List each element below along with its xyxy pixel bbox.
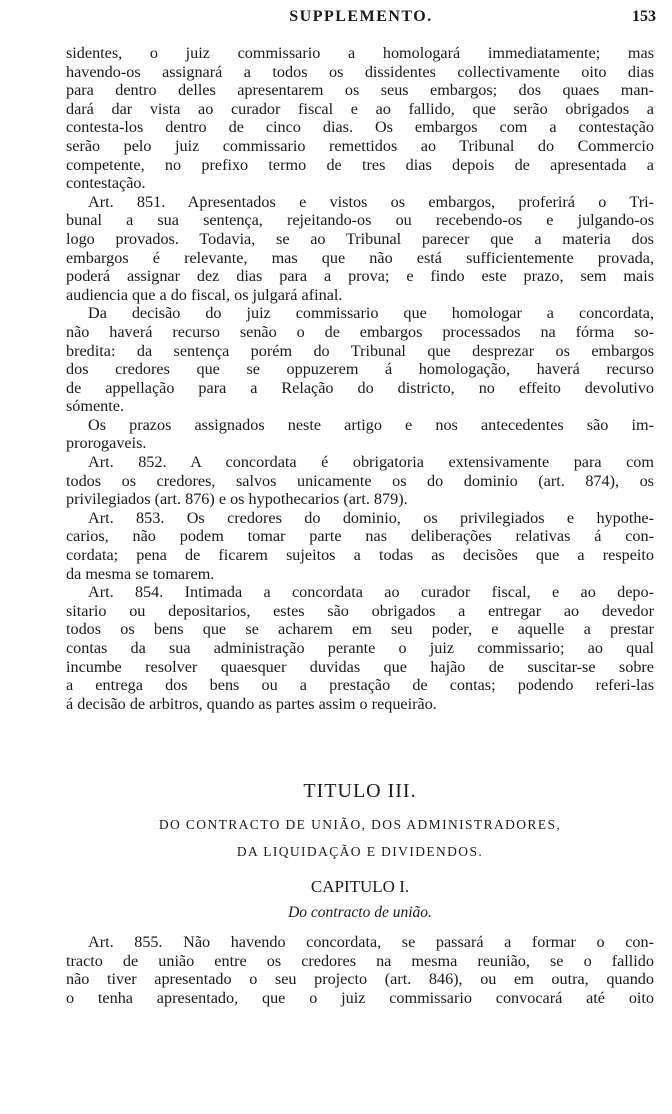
text-line: tracto de união entre os credores na mesma reunião, se o fallido xyxy=(66,951,654,970)
chapter-subtitle: Do contracto de união. xyxy=(288,904,432,921)
text-line: serão pelo juiz commissario remettidos ao Tribunal do Commercio xyxy=(66,136,654,155)
text-line: dos credores que se oppuzerem á homologação, haverá recurso xyxy=(66,360,654,379)
text-line: sómente. xyxy=(66,397,124,416)
text-line: da mesma se tomarem. xyxy=(66,564,215,583)
text-line: contestação. xyxy=(66,174,146,193)
text-line: de appellação para a Relação do districto, no effeito devolutivo xyxy=(66,378,654,397)
text-line: Art. 854. Intimada a concordata ao curador fiscal, e ao depo- xyxy=(88,583,654,602)
text-line: bunal a sua sentença, rejeitando-os ou recebendo-os e julgando-os xyxy=(66,211,654,230)
page-number: 153 xyxy=(632,8,656,25)
text-line: cordata; pena de ficarem sujeitos a todas as decisões que a respeito xyxy=(66,546,654,565)
text-line: a entrega dos bens ou a prestação de contas; podendo referi-las xyxy=(66,676,654,695)
text-line: dará dar vista ao curador fiscal e ao fallido, que serão obrigados a xyxy=(66,99,654,118)
text-line: sitario ou depositarios, estes são obrigados a entregar ao devedor xyxy=(66,601,654,620)
text-line: logo provados. Todavia, se ao Tribunal parecer que a materia dos xyxy=(66,229,654,248)
text-line: Art. 852. A concordata é obrigatoria extensivamente para com xyxy=(88,453,654,472)
text-line: bredita: da sentença porém do Tribunal que desprezar os embargos xyxy=(66,341,654,360)
text-line: Art. 853. Os credores do dominio, os privilegiados e hypothe- xyxy=(88,508,654,527)
text-line: havendo-os assignará a todos os dissidentes collectivamente oito dias xyxy=(66,62,654,81)
text-line: Art. 851. Apresentados e vistos os embargos, proferirá o Tri- xyxy=(88,192,654,211)
text-line: poderá assignar dez dias para a prova; e findo este prazo, sem mais xyxy=(66,267,654,286)
text-line: para dentro delles apresentarem os seus embargos; dos quaes man- xyxy=(66,81,654,100)
text-line: o tenha apresentado, que o juiz commissario convocará até oito xyxy=(66,988,654,1007)
text-line: embargos é relevante, mas que não está sufficientemente provada, xyxy=(66,248,654,267)
text-line: Da decisão do juiz commissario que homologar a concordata, xyxy=(88,304,654,323)
text-line: privilegiados (art. 876) e os hypothecarios (art. 879). xyxy=(66,490,408,509)
running-title: SUPPLEMENTO. xyxy=(289,8,433,25)
text-line: audiencia que a do fiscal, os julgará afinal. xyxy=(66,285,343,304)
text-line: não tiver apresentado o seu projecto (art. 846), ou em outra, quando xyxy=(66,970,654,989)
page-header xyxy=(66,8,656,36)
text-line: todos os bens que se acharem em seu poder, e aquelle a prestar xyxy=(66,620,654,639)
title-subheading-line-1: DO CONTRACTO DE UNIÃO, DOS ADMINISTRADORES, xyxy=(158,817,562,832)
text-line: competente, no prefixo termo de tres dias depois de apresentada a xyxy=(66,155,654,174)
text-line: carios, não podem tomar parte nas deliberações relativas á con- xyxy=(66,527,654,546)
body-text-upper xyxy=(66,44,654,713)
title-heading: TITULO III. xyxy=(303,780,417,802)
text-line: Os prazos assignados neste artigo e nos antecedentes são im- xyxy=(88,415,654,434)
text-line: incumbe resolver quaesquer duvidas que hajão de suscitar-se sobre xyxy=(66,657,654,676)
text-line: á decisão de arbitros, quando as partes assim o requeirão. xyxy=(66,694,437,713)
text-line: não haverá recurso senão o de embargos processados na fórma so- xyxy=(66,322,654,341)
text-line: sidentes, o juiz commissario a homologará immediatamente; mas xyxy=(66,44,654,62)
text-line: contesta-los dentro de cinco dias. Os embargos com a contestação xyxy=(66,118,654,137)
text-line: contas da sua administração perante o juiz commissario; ao qual xyxy=(66,639,654,657)
chapter-heading: CAPITULO I. xyxy=(310,877,410,896)
text-line: todos os credores, salvos unicamente os do dominio (art. 874), os xyxy=(66,471,654,490)
title-subheading-line-2: DA LIQUIDAÇÃO E DIVIDENDOS. xyxy=(236,844,484,859)
body-text-lower xyxy=(66,933,654,1007)
text-line: prorogaveis. xyxy=(66,434,147,453)
text-line: Art. 855. Não havendo concordata, se passará a formar o con- xyxy=(88,933,654,951)
